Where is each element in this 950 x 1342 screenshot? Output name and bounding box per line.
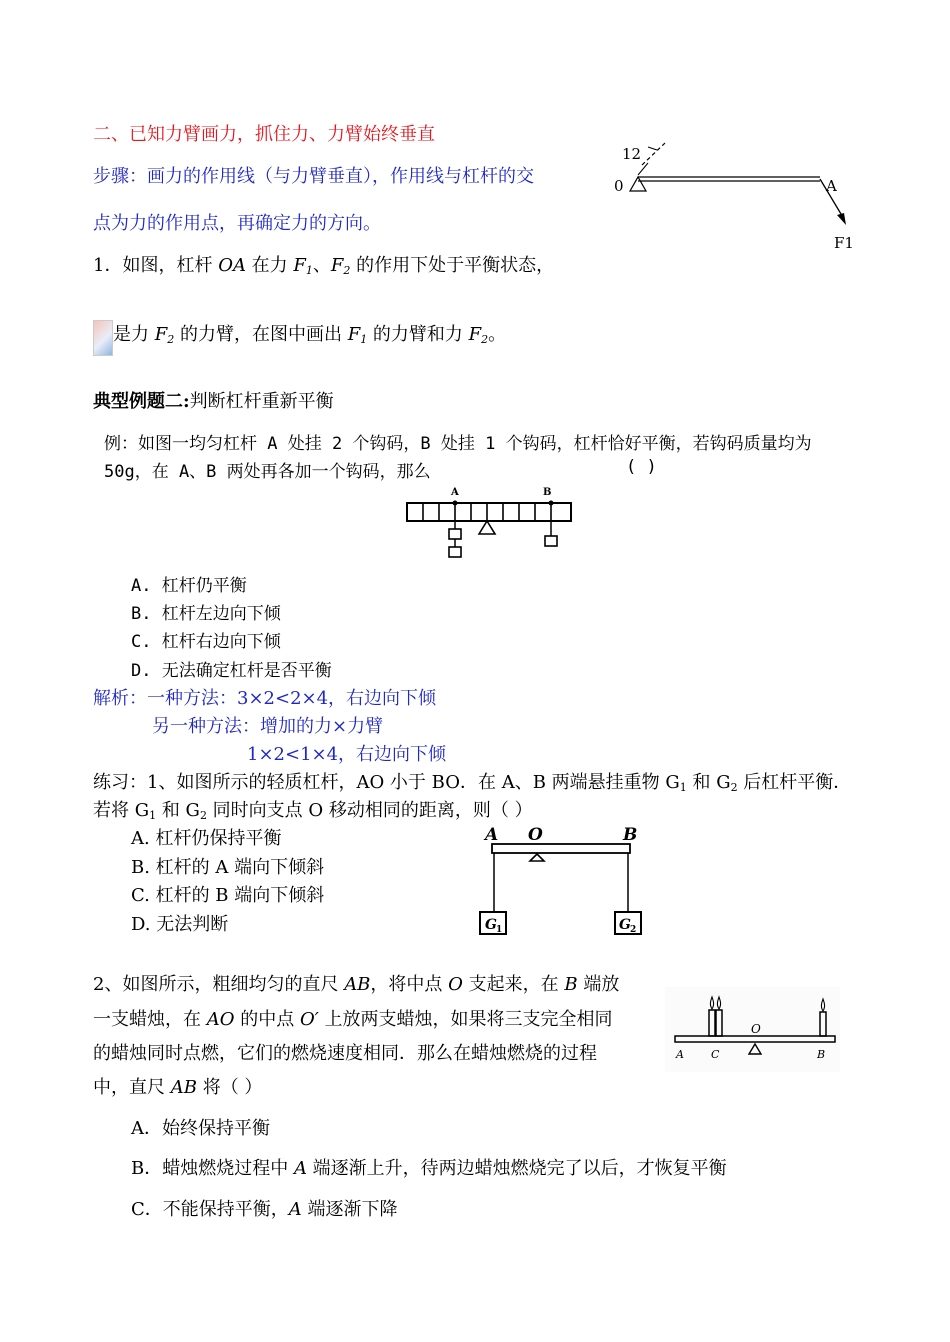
svg-text:1: 1 bbox=[496, 925, 503, 935]
svg-text:G: G bbox=[619, 917, 631, 933]
option-c: C. 杠杆右边向下倾 bbox=[131, 632, 281, 652]
segment-dividers bbox=[423, 503, 551, 521]
weight-a-2 bbox=[449, 547, 461, 557]
practice-2-option-a: A．始终保持平衡 bbox=[131, 1118, 270, 1139]
lever-bar bbox=[407, 503, 571, 521]
pivot-triangle bbox=[479, 521, 495, 534]
f2-arm-line bbox=[642, 143, 665, 165]
label-a: A bbox=[676, 1048, 684, 1061]
svg-text:2: 2 bbox=[630, 925, 637, 935]
analysis-line-1: 解析：一种方法：3×2<2×4，右边向下倾 bbox=[93, 688, 437, 709]
practice-2-option-c: C．不能保持平衡，A 端逐渐下降 bbox=[131, 1199, 398, 1220]
steps-line-2: 点为力的作用点，再确定力的方向。 bbox=[93, 213, 381, 234]
option-b: B. 杠杆左边向下倾 bbox=[131, 604, 281, 624]
weight-a-1 bbox=[449, 529, 461, 539]
practice-2-line-3: 的蜡烛同时点燃，它们的燃烧速度相同．那么在蜡烛燃烧的过程 bbox=[93, 1043, 597, 1064]
label-b: B bbox=[543, 487, 552, 498]
label-f1: F1 bbox=[834, 234, 854, 252]
label-o: O bbox=[528, 825, 543, 845]
lever-oa-figure bbox=[600, 135, 870, 265]
practice-2-line-2: 一支蜡烛，在 AO 的中点 O′ 上放两支蜡烛，如果将三支完全相同 bbox=[93, 1009, 613, 1030]
candle-ruler-figure bbox=[665, 987, 840, 1072]
practice-1-line-2: 若将 $G_1$ 和 $G_2$ 同时向支点 O 移动相同的距离，则（ ） bbox=[93, 800, 533, 822]
broken-image-icon bbox=[93, 320, 113, 356]
label-o: O bbox=[751, 1022, 761, 1036]
label-b: B bbox=[817, 1048, 826, 1061]
practice-1-option-d: D. 无法判断 bbox=[131, 914, 229, 935]
lever-bar bbox=[492, 844, 630, 853]
option-d: D. 无法确定杠杆是否平衡 bbox=[131, 661, 332, 681]
practice-2-line-1: 2、如图所示，粗细均匀的直尺 AB，将中点 O 支起来，在 B 端放 bbox=[93, 974, 620, 995]
label-c: C bbox=[711, 1048, 720, 1061]
steps-line-1: 步骤：画力的作用线（与力臂垂直），作用线与杠杆的交 bbox=[93, 166, 534, 187]
label-o: 0 bbox=[614, 177, 624, 195]
analysis-line-2: 另一种方法：增加的力×力臂 bbox=[152, 716, 384, 737]
label-a: A bbox=[485, 825, 499, 845]
analysis-line-3: 1×2<1×4，右边向下倾 bbox=[247, 744, 447, 765]
weight-b-1 bbox=[545, 536, 557, 546]
option-a: A. 杠杆仍平衡 bbox=[131, 576, 247, 596]
practice-1-option-b: B. 杠杆的 A 端向下倾斜 bbox=[131, 857, 325, 878]
section-heading: 二、已知力臂画力，抓住力、力臂始终垂直 bbox=[93, 124, 435, 145]
segmented-lever-figure bbox=[400, 484, 580, 564]
answer-paren: ( ) bbox=[626, 457, 657, 477]
practice-1-option-a: A. 杠杆仍保持平衡 bbox=[131, 828, 282, 849]
label-a: A bbox=[451, 487, 459, 498]
practice-1-option-c: C. 杠杆的 B 端向下倾斜 bbox=[131, 885, 325, 906]
practice-2-line-4: 中，直尺 AB 将（ ） bbox=[93, 1077, 263, 1098]
practice-2-option-b: B．蜡烛燃烧过程中 A 端逐渐上升，待两边蜡烛燃烧完了以后，才恢复平衡 bbox=[131, 1158, 727, 1179]
example-2-heading: 典型例题二:判断杠杆重新平衡 bbox=[93, 391, 334, 412]
label-b: B bbox=[623, 825, 638, 845]
example-2-question-line-2: 50g，在 A、B 两处再各加一个钩码，那么 bbox=[104, 462, 431, 482]
svg-text:G: G bbox=[485, 917, 497, 933]
label-12: 12 bbox=[622, 145, 642, 163]
f1-arrowhead bbox=[837, 213, 846, 225]
practice-1-line-1: 练习：1、如图所示的轻质杠杆，AO 小于 BO．在 A、B 两端悬挂重物 $G_1$ 和 $G_2$ 后杠杆平衡． bbox=[93, 772, 852, 794]
label-a: A bbox=[826, 177, 837, 195]
pivot-triangle bbox=[530, 854, 544, 861]
question-1-line-2: 是力 $F_2$ 的力臂，在图中画出 $F_1$ 的力臂和力 $F_2$。 bbox=[113, 324, 507, 346]
pivot-triangle bbox=[630, 177, 646, 191]
question-1-line-1: 1．如图，杠杆 OA 在力 $F_1$、$F_2$ 的作用下处于平衡状态， bbox=[93, 255, 555, 277]
example-2-question-line-1: 例：如图一均匀杠杆 A 处挂 2 个钩码，B 处挂 1 个钩码，杠杆恰好平衡，若钩码质量均为 bbox=[104, 434, 812, 454]
lever-g1-g2-figure bbox=[470, 820, 650, 940]
